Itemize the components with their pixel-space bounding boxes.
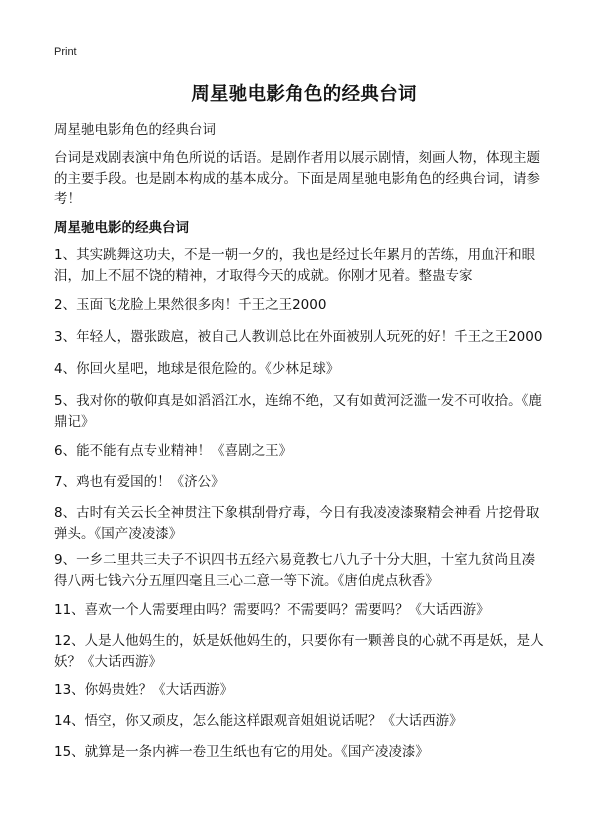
quote-item: 1、其实跳舞这功夫，不是一朝一夕的，我也是经过长年累月的苦练，用血汗和眼泪，加上不屈不饶的精神，才取得今天的成就。你刚才见着。整蛊专家: [54, 247, 536, 284]
intro-paragraph: 台词是戏剧表演中角色所说的话语。是剧作者用以展示剧情，刻画人物，体现主题的主要手段。也是剧本构成的基本成分。下面是周星驰电影角色的经典台词，请参考！: [54, 150, 540, 207]
document-subtitle: 周星驰电影角色的经典台词: [54, 122, 216, 138]
document-title: 周星驰电影角色的经典台词: [191, 84, 417, 105]
quote-item: 15、就算是一条内裤一卷卫生纸也有它的用处。《国产凌凌漆》: [54, 744, 429, 760]
quote-item: 11、喜欢一个人需要理由吗？需要吗？不需要吗？需要吗？《大话西游》: [54, 602, 490, 618]
quote-item: 4、你回火星吧，地球是很危险的。《少林足球》: [54, 361, 340, 377]
quote-item: 2、玉面飞龙脸上果然很多肉！千王之王2000: [54, 297, 327, 313]
section-heading: 周星驰电影的经典台词: [54, 220, 189, 236]
quote-item: 3、年轻人，嚣张跋扈，被自己人教训总比在外面被别人玩死的好！千王之王2000: [54, 329, 543, 345]
quote-item: 9、一乡二里共三夫子不识四书五经六易竟教七八九子十分大胆，十室九贫尚且凑得八两七钱六分五厘四毫且三心二意一等下流。《唐伯虎点秋香》: [54, 552, 536, 589]
quote-item: 13、你妈贵姓？《大话西游》: [54, 682, 234, 698]
print-label: Print: [54, 46, 77, 58]
quote-item: 7、鸡也有爱国的！《济公》: [54, 474, 225, 490]
quote-item: 6、能不能有点专业精神！《喜剧之王》: [54, 443, 293, 459]
quote-item: 14、悟空，你又顽皮，怎么能这样跟观音姐姐说话呢？《大话西游》: [54, 713, 463, 729]
quote-item: 12、人是人他妈生的，妖是妖他妈生的，只要你有一颗善良的心就不再是妖，是人妖？《大话西游》: [54, 633, 544, 670]
quote-item: 5、我对你的敬仰真是如滔滔江水，连绵不绝，又有如黄河泛滥一发不可收拾。《鹿鼎记》: [54, 393, 542, 430]
quote-item: 8、古时有关云长全神贯注下象棋刮骨疗毒，今日有我凌凌漆聚精会神看 片挖骨取弹头。《国产凌凌漆》: [54, 505, 540, 542]
